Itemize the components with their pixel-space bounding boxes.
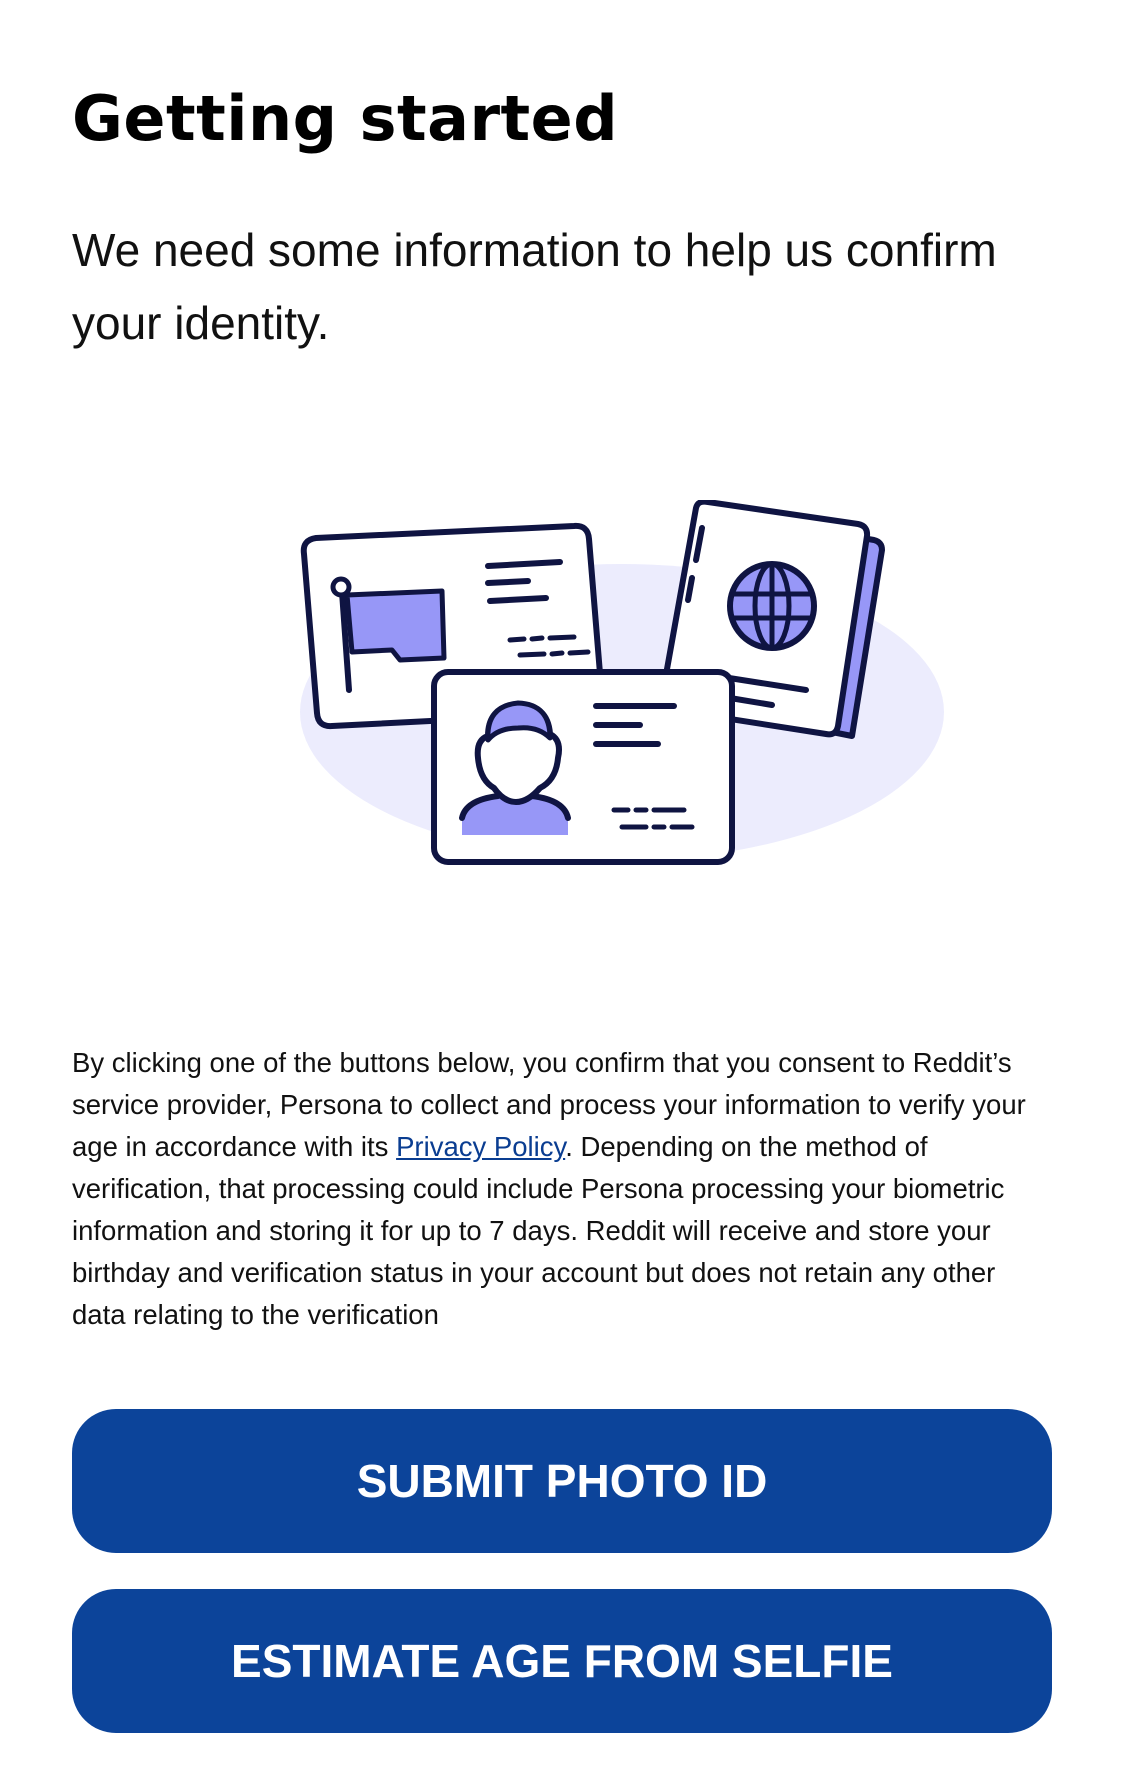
privacy-policy-link[interactable]: Privacy Policy <box>396 1131 566 1162</box>
identity-documents-illustration <box>292 500 972 900</box>
page-title: Getting started <box>72 82 619 155</box>
estimate-age-from-selfie-button[interactable]: ESTIMATE AGE FROM SELFIE <box>72 1589 1052 1733</box>
consent-text <box>72 1042 1052 1336</box>
page-subtitle: We need some information to help us confirm your identity. <box>72 224 997 349</box>
consent-text-before: By clicking one of the buttons below, you confirm that you consent to Reddit’s service provider, Persona to collect and process your information to verify your age in accordance with its <box>72 1047 1026 1162</box>
photo-id-card-icon <box>434 672 732 862</box>
submit-photo-id-button[interactable]: SUBMIT PHOTO ID <box>72 1409 1052 1553</box>
consent-text-after: . Depending on the method of verification, that processing could include Persona processing your biometric information and storing it for up to 7 days. Reddit will receive and store your birthday and verification status in your account but does not retain any other data relating to the verification <box>72 1131 1005 1330</box>
